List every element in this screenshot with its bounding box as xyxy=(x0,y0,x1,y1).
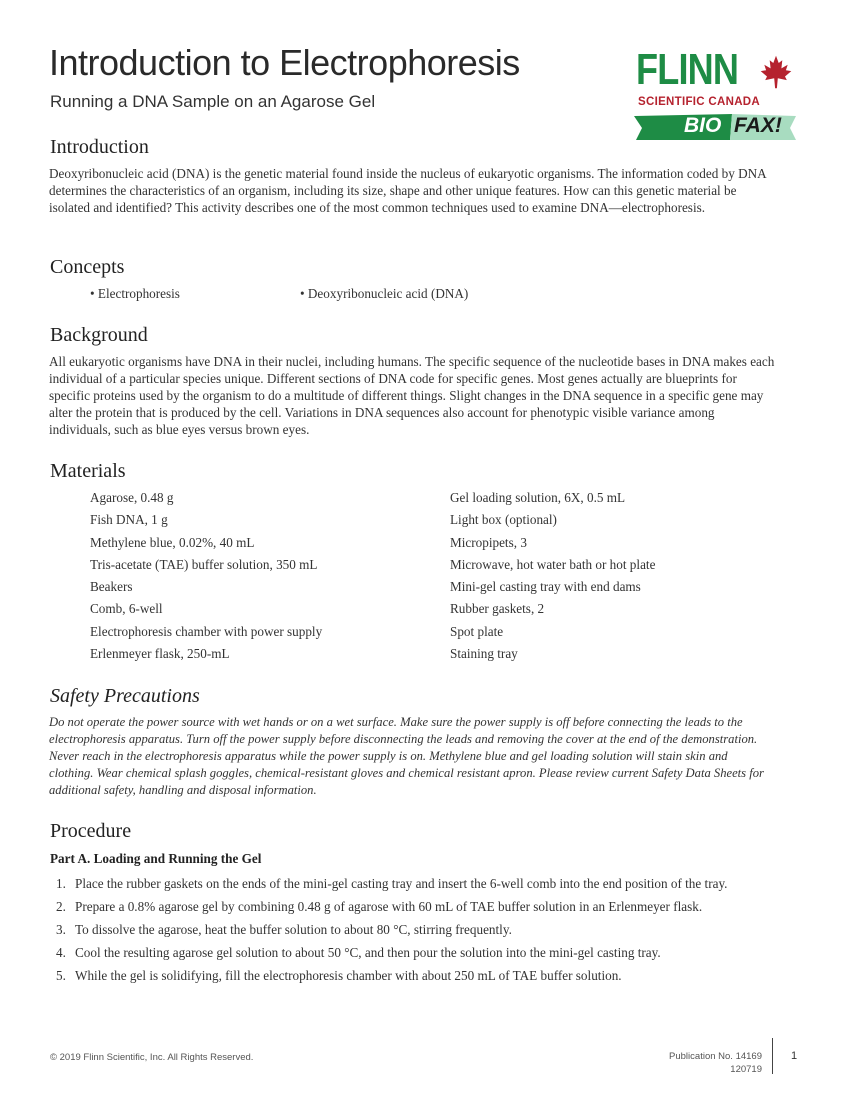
procedure-step xyxy=(50,898,780,915)
material-item: Micropipets, 3 xyxy=(450,534,527,550)
page-number: 1 xyxy=(791,1050,798,1062)
procedure-heading: Procedure xyxy=(50,820,132,842)
flinn-biofax-logo xyxy=(630,45,805,146)
material-item: Comb, 6-well xyxy=(90,601,163,617)
logo-brand-text: FLINN xyxy=(636,45,739,94)
concept-item: • Electrophoresis xyxy=(90,286,180,301)
materials-right-list xyxy=(450,490,655,668)
part-a-title: Part A. Loading and Running the Gel xyxy=(50,851,262,866)
material-item: Staining tray xyxy=(450,646,518,662)
step-number: 1. xyxy=(56,876,66,891)
procedure-steps xyxy=(50,875,780,990)
step-text: Prepare a 0.8% agarose gel by combining 0.48 g of agarose with 60 mL of TAE buffer solution in an Erlenmeyer flask. xyxy=(75,899,703,914)
material-item: Mini-gel casting tray with end dams xyxy=(450,579,641,595)
page-subtitle: Running a DNA Sample on an Agarose Gel xyxy=(50,92,376,111)
material-item: Agarose, 0.48 g xyxy=(90,490,174,505)
footer-divider xyxy=(772,1038,773,1074)
introduction-text: Deoxyribonucleic acid (DNA) is the genetic material found inside the nucleus of eukaryotic organisms. The information coded by DNA determines the characteristics of an organism, including its size, shape and other unique features. How can this genetic material be isolated and identified? This activity describes one of the most common techniques used to examine DNA—electrophoresis. xyxy=(49,166,766,215)
concepts-heading: Concepts xyxy=(50,256,125,278)
step-number: 5. xyxy=(56,968,66,983)
material-item: Methylene blue, 0.02%, 40 mL xyxy=(90,534,255,550)
logo-bio-text: BIO xyxy=(684,114,722,137)
publication-code: 120719 xyxy=(730,1064,762,1075)
footer-copyright: © 2019 Flinn Scientific, Inc. All Rights Reserved. xyxy=(50,1052,254,1063)
logo-tagline: SCIENTIFIC CANADA xyxy=(638,96,761,108)
introduction-heading: Introduction xyxy=(50,136,149,158)
logo-fax-text: FAX! xyxy=(734,114,782,137)
material-item: Light box (optional) xyxy=(450,512,557,528)
materials-left-list xyxy=(90,490,322,668)
materials-heading: Materials xyxy=(50,460,126,482)
step-number: 2. xyxy=(56,899,66,914)
procedure-step xyxy=(50,944,780,961)
step-number: 4. xyxy=(56,945,66,960)
material-item: Beakers xyxy=(90,579,133,595)
concept-item: • Deoxyribonucleic acid (DNA) xyxy=(300,286,469,301)
step-number: 3. xyxy=(56,922,66,937)
procedure-step xyxy=(50,875,780,892)
material-item: Rubber gaskets, 2 xyxy=(450,601,545,617)
material-item: Erlenmeyer flask, 250-mL xyxy=(90,646,230,662)
step-text: Cool the resulting agarose gel solution to about 50 °C, and then pour the solution into the mini-gel casting tray. xyxy=(75,945,661,960)
page-title: Introduction to Electrophoresis xyxy=(49,42,520,83)
publication-number: Publication No. 14169 xyxy=(669,1051,762,1062)
material-item: Fish DNA, 1 g xyxy=(90,512,168,528)
material-item: Spot plate xyxy=(450,623,504,639)
material-item: Electrophoresis chamber with power supply xyxy=(90,623,323,639)
maple-leaf-icon xyxy=(758,54,794,90)
procedure-step xyxy=(50,921,780,938)
material-item: Tris-acetate (TAE) buffer solution, 350 mL xyxy=(90,556,318,572)
background-text: All eukaryotic organisms have DNA in their nuclei, including humans. The specific sequence of the nucleotide bases in DNA makes each individual of a particular species unique. Different sections of DNA code for specific genes. Most genes actually are blueprints for specific proteins used by the organism to do a multitude of different things. Slight changes in the DNA sequence in a specific gene may alter the protein that is produced by the cell. Variations in DNA sequences also account for phenotypic visible variance among individuals, such as blue eyes versus brown eyes. xyxy=(49,354,775,437)
step-text: While the gel is solidifying, fill the electrophoresis chamber with about 250 mL of TAE buffer solution. xyxy=(75,968,622,983)
background-heading: Background xyxy=(50,324,148,346)
safety-text: Do not operate the power source with wet hands or on a wet surface. Make sure the power supply is off before connecting the leads to the electrophoresis apparatus. Turn off the power supply before disconnecting the leads and removing the cover at the end of the demonstration. Never reach in the electrophoresis apparatus while the power supply is on. Methylene blue and gel loading solution will stain skin and clothing. Wear chemical splash goggles, chemical-resistant gloves and chemical resistant apron. Please review current Safety Data Sheets for additional safety, handling and disposal information. xyxy=(49,715,764,797)
material-item: Gel loading solution, 6X, 0.5 mL xyxy=(450,490,626,505)
step-text: Place the rubber gaskets on the ends of the mini-gel casting tray and insert the 6-well comb into the end position of the tray. xyxy=(75,876,728,891)
procedure-step xyxy=(50,967,780,984)
footer-publication xyxy=(620,1050,762,1076)
material-item: Microwave, hot water bath or hot plate xyxy=(450,556,656,572)
safety-heading: Safety Precautions xyxy=(50,685,200,707)
step-text: To dissolve the agarose, heat the buffer solution to about 80 °C, stirring frequently. xyxy=(75,922,512,937)
